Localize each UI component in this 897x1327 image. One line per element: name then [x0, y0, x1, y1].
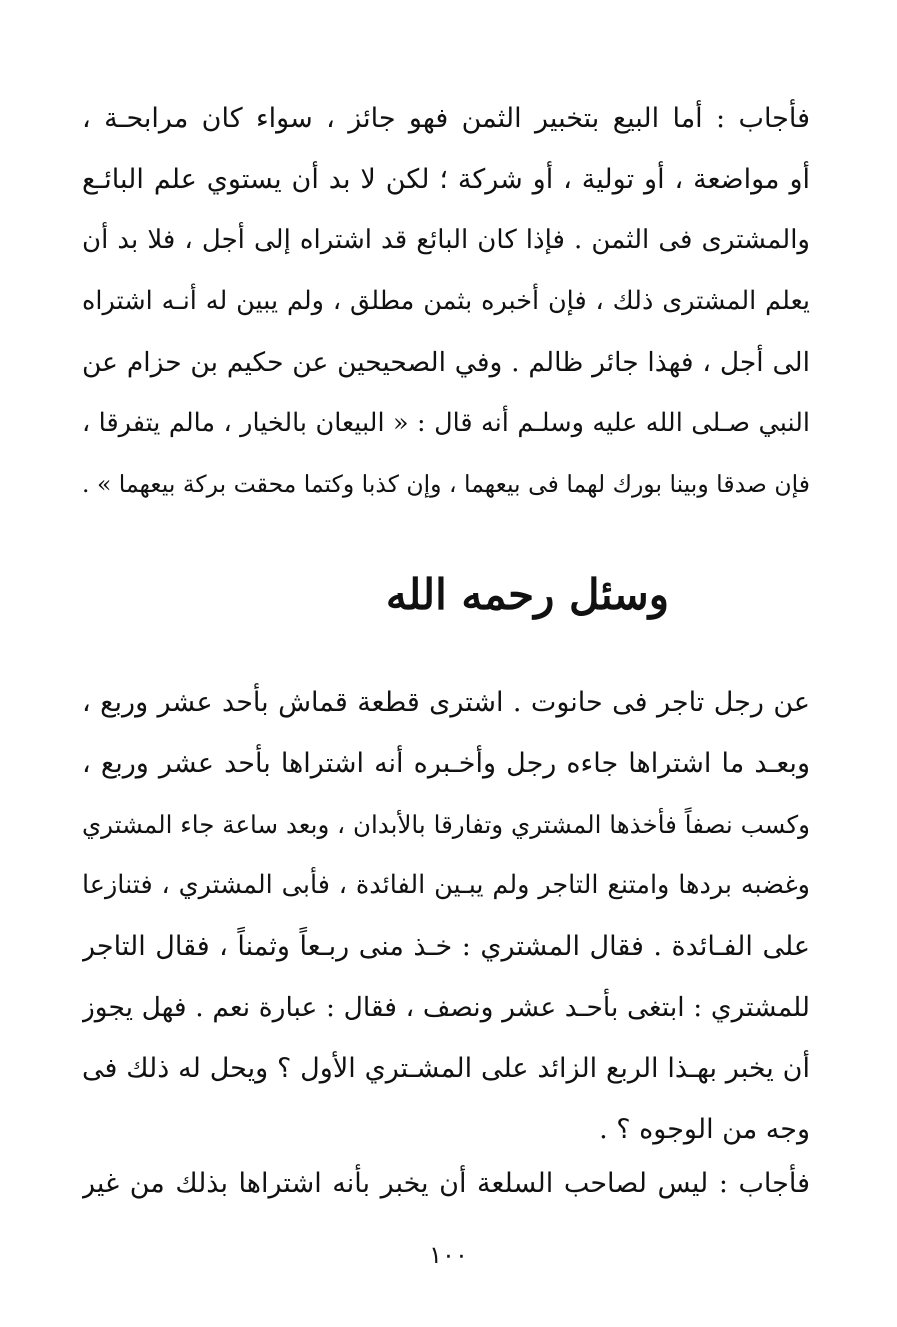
- text-line: عن رجل تاجر فى حانوت . اشترى قطعة قماش بأحد عشر وربع ،: [82, 687, 810, 718]
- text-line: الى أجل ، فهذا جائر ظالم . وفي الصحيحين عن حكيم بن حزام عن: [82, 347, 810, 378]
- text-line: وكسب نصفاً فأخذها المشتري وتفارقا بالأبدان ، وبعد ساعة جاء المشتري: [82, 810, 810, 839]
- answer-paragraph-1: [82, 88, 810, 515]
- text-line: أن يخبر بهـذا الربع الزائد على المشـتري الأول ؟ ويحل له ذلك فى: [82, 1053, 810, 1084]
- text-line: النبي صـلى الله عليه وسلـم أنه قال : « البيعان بالخيار ، مالم يتفرقا ،: [82, 408, 810, 438]
- text-line: فإن صدقا وبينا بورك لهما فى بيعهما ، وإن كذبا وكتما محقت بركة بيعهما » .: [82, 470, 810, 498]
- text-line: وجه من الوجوه ؟ .: [599, 1114, 810, 1145]
- text-line: فأجاب : أما البيع بتخبير الثمن فهو جائز ، سواء كان مرابحـة ،: [82, 103, 810, 134]
- page-number: ١٠٠: [429, 1241, 468, 1269]
- text-line: فأجاب : ليس لصاحب السلعة أن يخبر بأنه اشتراها بذلك من غير: [82, 1168, 810, 1199]
- text-line: على الفـائدة . فقال المشتري : خـذ منى ربـعاً وثمناً ، فقال التاجر: [82, 931, 810, 962]
- text-line: وبعـد ما اشتراها جاءه رجل وأخـبره أنه اشتراها بأحد عشر وربع ،: [82, 748, 810, 779]
- text-line: أو مواضعة ، أو تولية ، أو شركة ؛ لكن لا بد أن يستوي علم البائـع: [82, 164, 810, 195]
- text-line: والمشترى فى الثمن . فإذا كان البائع قد اشتراه إلى أجل ، فلا بد أن: [82, 225, 810, 255]
- text-line: يعلم المشترى ذلك ، فإن أخبره بثمن مطلق ، ولم يبين له أنـه اشتراه: [82, 286, 810, 316]
- answer-paragraph-2: [82, 1153, 810, 1214]
- question-paragraph: [82, 672, 810, 1160]
- text-line: وغضبه بردها وامتنع التاجر ولم يبـين الفائدة ، فأبى المشتري ، فتنازعا: [82, 870, 810, 900]
- section-heading: وسئل رحمه الله: [385, 570, 669, 619]
- text-line: للمشتري : ابتغى بأحـد عشر ونصف ، فقال : عبارة نعم . فهل يجوز: [82, 992, 810, 1023]
